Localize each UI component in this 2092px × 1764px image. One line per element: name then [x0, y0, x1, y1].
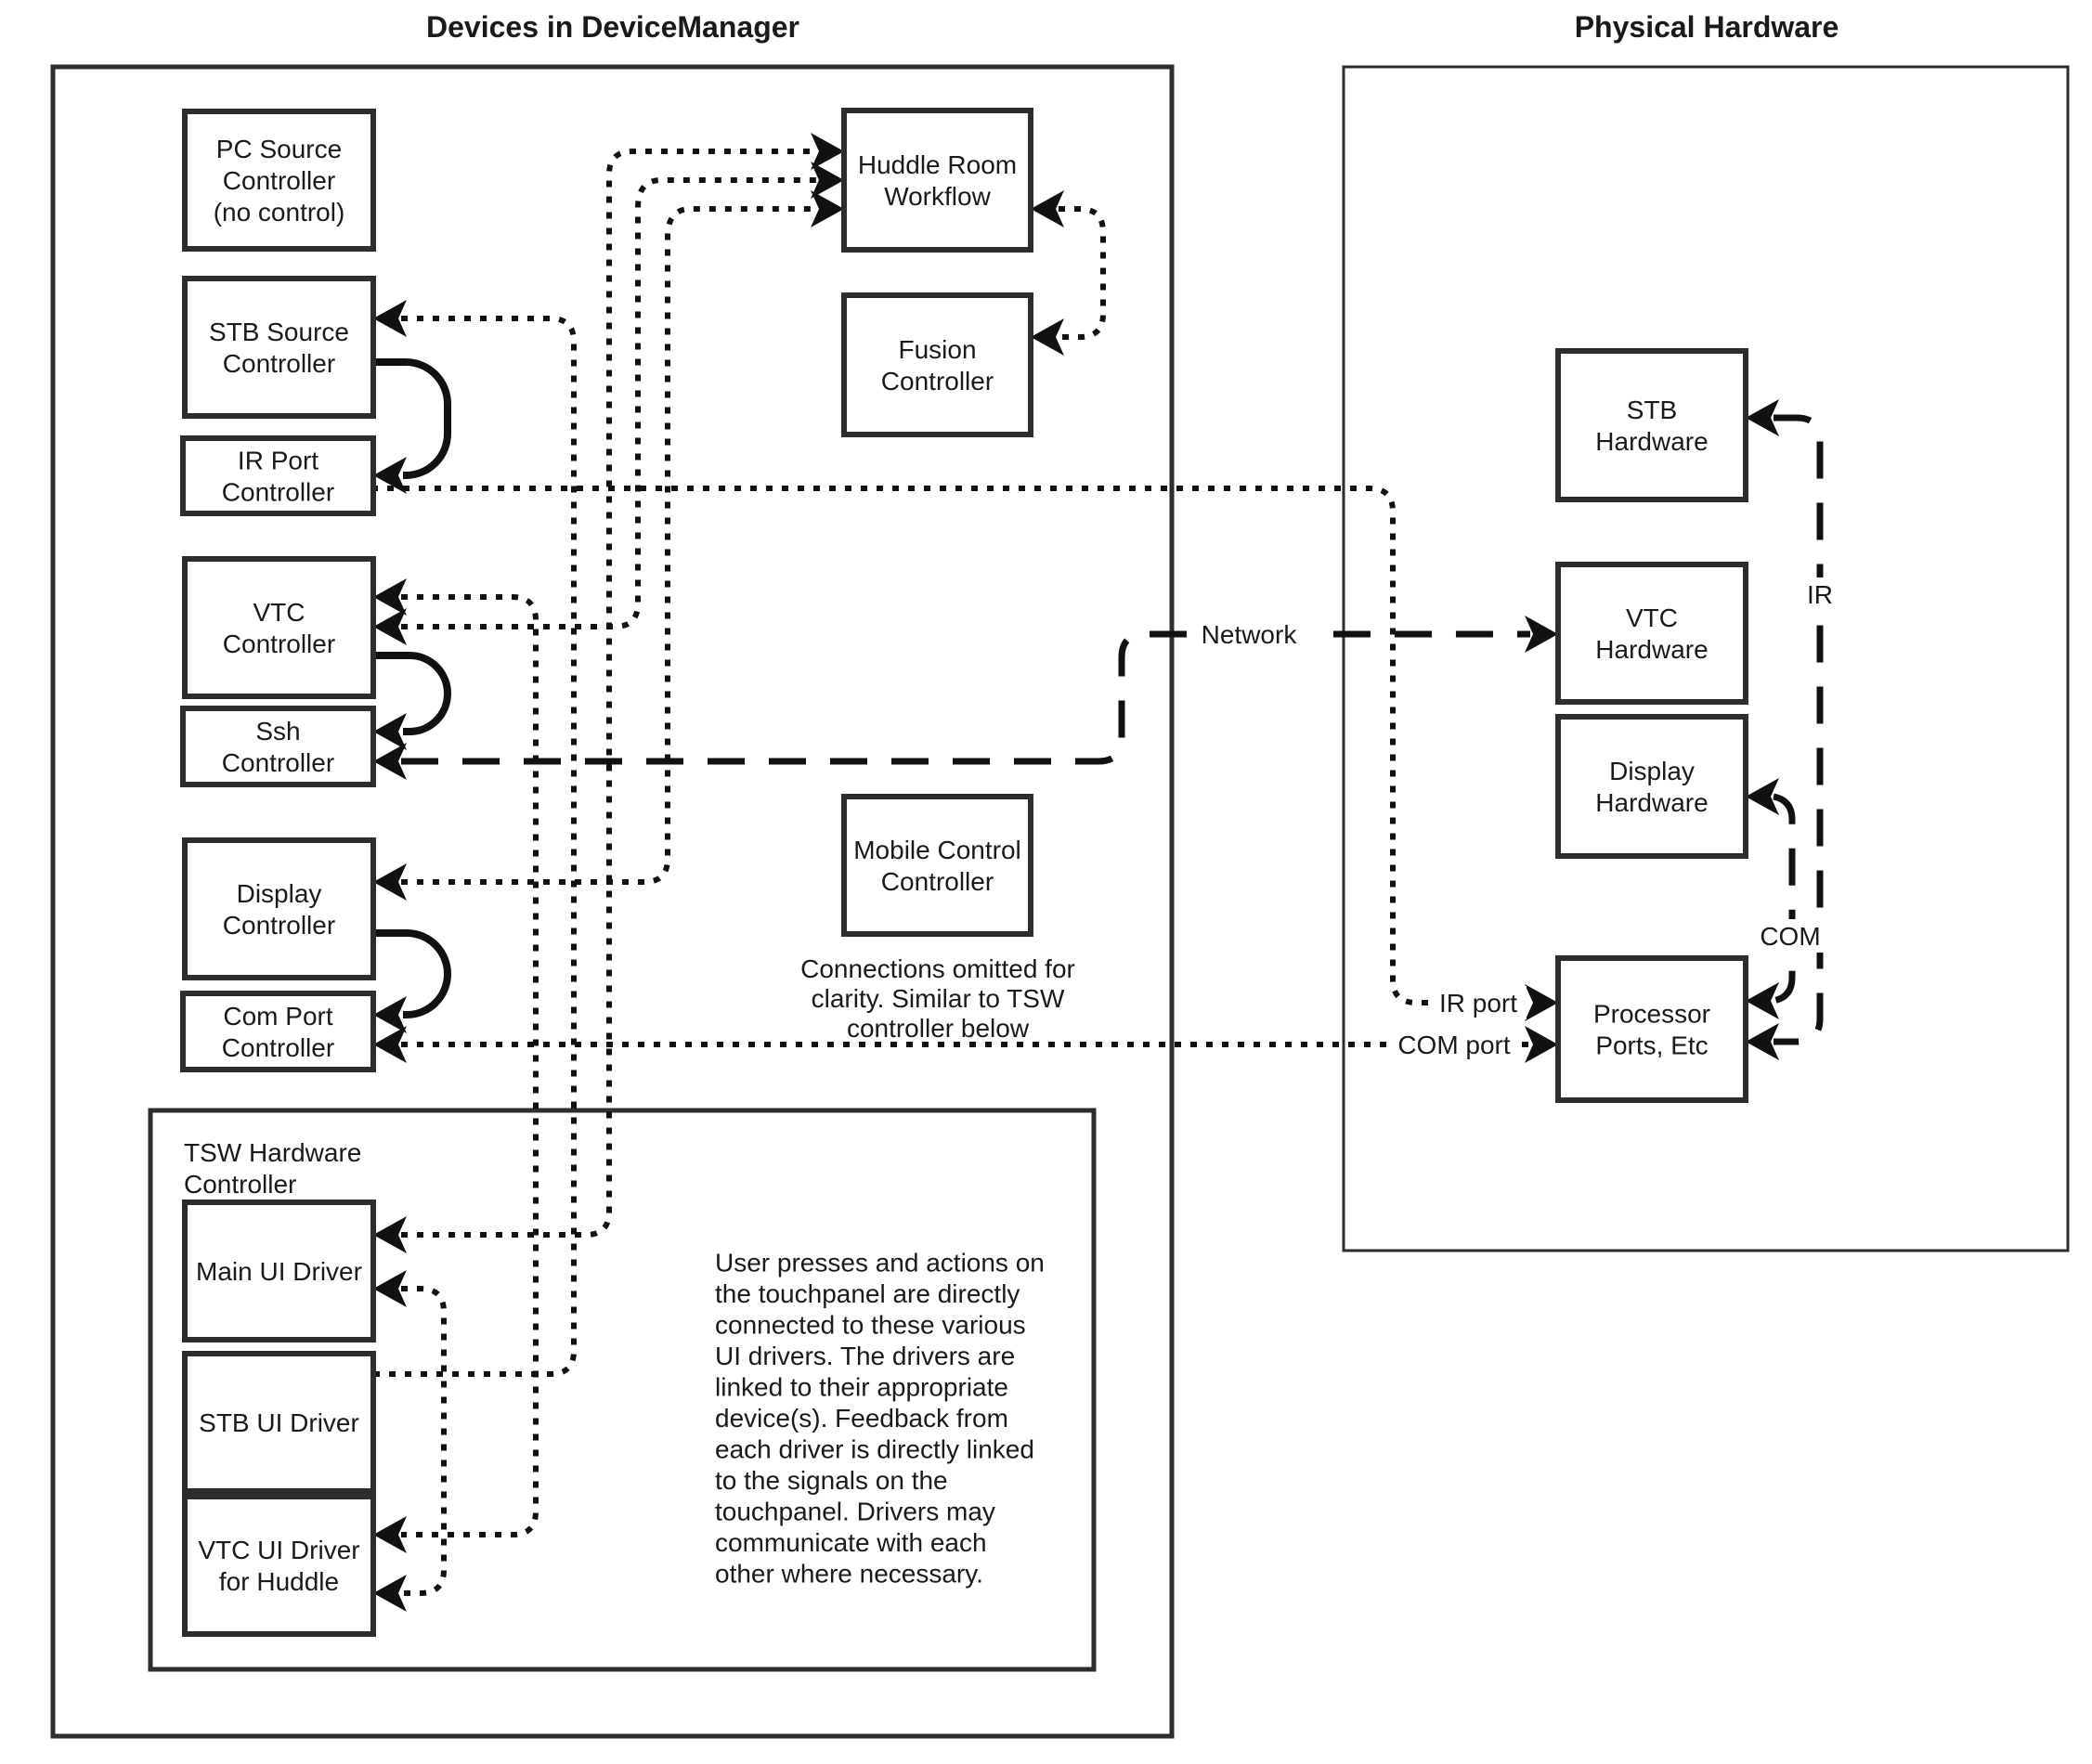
node-main-ui-driver-label: Main UI Driver — [196, 1257, 362, 1286]
ir-edge-label: IR — [1807, 580, 1833, 609]
edge-stb-source-to-ir-port-controller — [373, 362, 448, 475]
node-vtc-hardware-label: VTC Hardware — [1595, 603, 1709, 664]
node-mobile-control-controller-label: Mobile Control Controller — [853, 836, 1021, 896]
arrowhead-icon — [1031, 318, 1064, 356]
node-display-hardware-label: Display Hardware — [1595, 757, 1709, 817]
com-port-edge-label: COM port — [1397, 1031, 1511, 1059]
node-stb-hardware — [1558, 351, 1746, 499]
edge-vtc-to-ssh-controller — [373, 655, 448, 732]
node-display-hardware — [1558, 717, 1746, 856]
devicemanager-title: Devices in DeviceManager — [426, 10, 799, 44]
node-processor-ports — [1558, 958, 1746, 1100]
node-vtc-controller-label: VTC Controller — [222, 598, 336, 658]
node-huddle-room-workflow — [844, 110, 1031, 250]
edge-main-ui-to-vtc-ui-driver — [401, 1289, 444, 1593]
edge-com-processor-to-display-hardware — [1774, 797, 1792, 1001]
node-mobile-control-controller — [844, 797, 1031, 934]
node-processor-ports-label: Processor Ports, Etc — [1592, 999, 1711, 1060]
node-pc-source-controller-label: PC Source Controller (no control) — [213, 135, 345, 227]
tsw-box-label: TSW Hardware Controller — [184, 1138, 362, 1199]
physical-hardware-title: Physical Hardware — [1574, 10, 1839, 44]
node-vtc-ui-driver — [185, 1497, 373, 1634]
node-fusion-controller-label: Fusion Controller — [880, 335, 994, 396]
edge-huddle-to-fusion-controller — [1059, 209, 1103, 337]
node-fusion-controller — [844, 295, 1031, 435]
edge-network-ssh-to-vtc-hardware — [401, 634, 1530, 761]
mobile-controller-note: Connections omitted for clarity. Similar to TSW controller below — [800, 954, 1075, 1043]
node-huddle-room-workflow-label: Huddle Room Workflow — [857, 150, 1018, 211]
node-vtc-hardware — [1558, 564, 1746, 702]
edge-huddle-to-main-ui-driver — [401, 151, 816, 1235]
arrowhead-icon — [373, 996, 407, 1033]
arrowhead-icon — [1525, 1026, 1558, 1063]
arrowhead-icon — [373, 1575, 407, 1612]
arrowhead-icon — [811, 190, 844, 227]
network-edge-label: Network — [1201, 620, 1297, 649]
node-display-controller — [185, 840, 373, 978]
node-stb-hardware-label: STB Hardware — [1595, 396, 1709, 456]
node-ssh-controller-label: Ssh Controller — [221, 717, 335, 777]
node-com-port-controller-label: Com Port Controller — [221, 1002, 335, 1062]
node-vtc-controller — [185, 559, 373, 696]
node-ir-port-controller-label: IR Port Controller — [221, 446, 335, 507]
edge-display-to-com-port-controller — [373, 933, 448, 1015]
arrowhead-icon — [811, 133, 844, 170]
arrowhead-icon — [1525, 984, 1558, 1021]
ir-port-edge-label: IR port — [1438, 989, 1518, 1018]
node-stb-source-controller — [185, 279, 373, 416]
node-display-controller-label: Display Controller — [222, 879, 336, 940]
node-vtc-ui-driver-label: VTC UI Driver for Huddle — [198, 1536, 360, 1596]
tsw-drivers-note: User presses and actions on the touchpanel are directly connected to these various UI drivers. The drivers are linked to their appropriate device(s). Feedback from each driver is directly linked to the signals on the touchpanel. Drivers may communicate with each other where necessary. — [715, 1248, 1045, 1589]
arrowhead-icon — [373, 713, 407, 750]
node-stb-ui-driver-label: STB UI Driver — [199, 1408, 359, 1437]
edge-vtc-ui-driver-to-vtc-controller — [401, 597, 536, 1535]
arrowhead-icon — [1746, 982, 1779, 1019]
com-edge-label: COM — [1760, 922, 1821, 951]
node-stb-source-controller-label: STB Source Controller — [209, 318, 349, 378]
